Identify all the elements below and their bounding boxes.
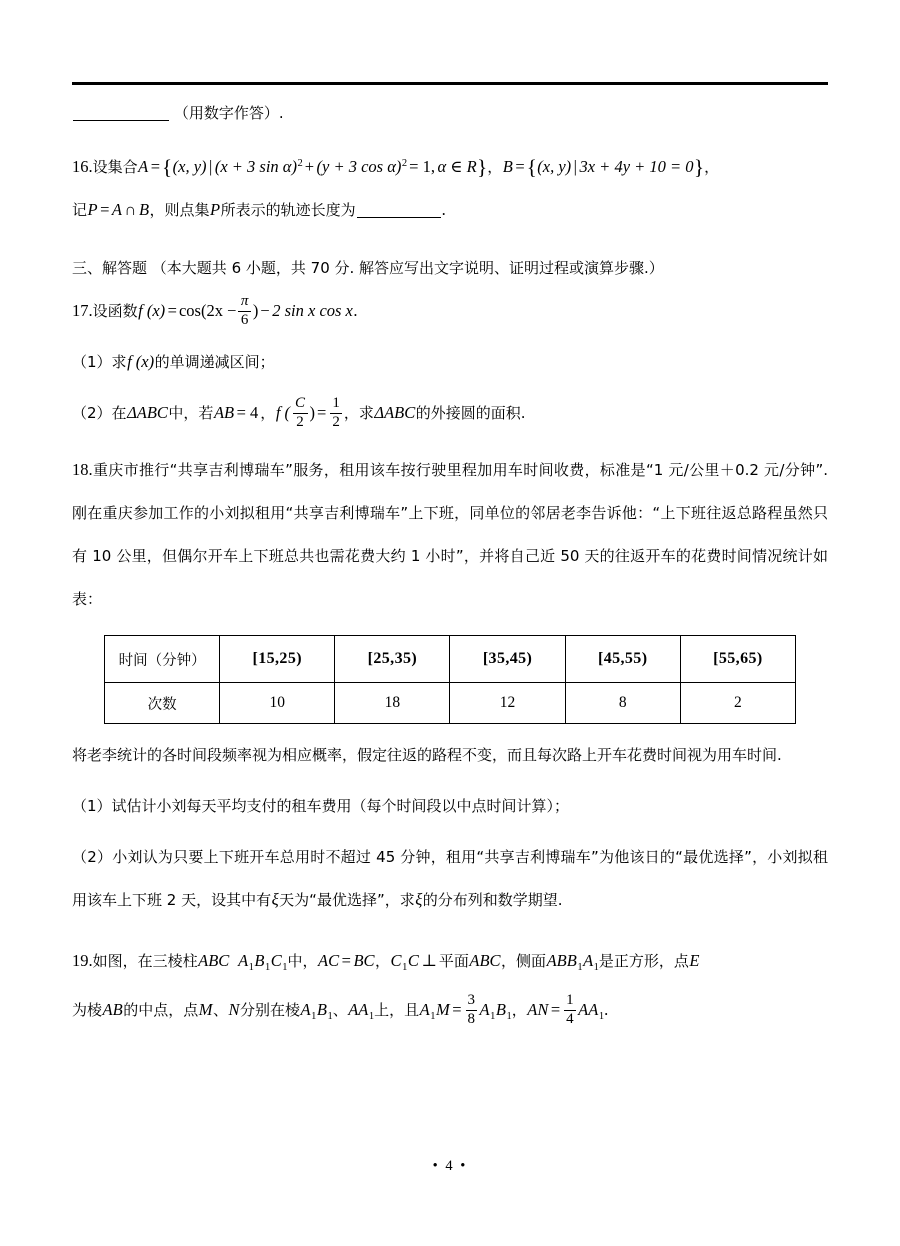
q16-eq-b: =: [515, 157, 525, 177]
q17-p2-ab: AB: [213, 403, 235, 423]
question-18-part-2: [72, 836, 828, 922]
q19-rel2-lhs: AN: [527, 1000, 549, 1020]
page-content: [72, 92, 828, 1238]
q16-brace-close: }: [477, 155, 488, 180]
q17-p2-arg-den: 2: [296, 413, 304, 430]
table-row: [105, 683, 796, 724]
q18-p1-text: 试估计小刘每天平均支付的租车费用（每个时间段以中点时间计算）；: [111, 797, 570, 816]
table-count-1: 10: [220, 683, 335, 724]
q19-face-b-sub: 1: [577, 962, 583, 974]
q19-prism-2-c: C: [270, 951, 282, 971]
section-3-heading: [72, 246, 828, 290]
q16-l2-prefix: 记: [72, 201, 88, 220]
q16-number: 16.: [72, 157, 93, 177]
q17-p2-text-d: 的外接圆的面积.: [415, 404, 526, 423]
q17-cos-open: cos(2x −: [178, 301, 237, 321]
q16-set-b-name: B: [502, 157, 513, 177]
q16-brace-close-b: }: [694, 155, 705, 180]
q17-p1-fx: f (x): [127, 352, 155, 372]
q17-p2-f-close: ): [309, 403, 316, 423]
q18-body: 重庆市推行“共享吉利博瑞车”服务，租用该车按行驶里程加用车时间收费，标准是“1 元/公里＋0.2 元/分钟”. 刚在重庆参加工作的小刘拟租用“共享吉利博瑞车”上下班，同单位的邻居老李告诉他：“上下班往返总路程虽然只有 10 公里，但偶尔开车上下班总共也需花费大约 1 小时”，并将自己近 50 天的往返开车的花费时间情况统计如表：: [72, 461, 828, 609]
q19-edge1-a-sub: 1: [311, 1011, 317, 1023]
table-bin-4: [45,55): [565, 636, 680, 683]
q19-prism-1: ABC: [198, 951, 230, 971]
q17-p2-comma-2: ，: [343, 404, 359, 423]
q19-point-e: E: [689, 951, 700, 971]
q17-p2-ab-eq: = 4: [236, 403, 259, 423]
q18-p2-text-a: 小刘认为只要上下班开车总用时不超过 45 分钟，租用“共享吉利博瑞车”为他该日的“最优选择”，小刘拟租用该车上下班 2 天，设其中有: [72, 848, 828, 910]
q19-rel1-lhs-a: A: [419, 1000, 430, 1020]
q18-p2-text-c: 的分布列和数学期望.: [422, 891, 563, 910]
q17-p2-res-eq: =: [317, 403, 327, 423]
q17-fx: f (x): [138, 301, 166, 321]
table-count-4: 8: [565, 683, 680, 724]
q17-p2-res-den: 2: [332, 413, 340, 430]
answer-blank-q16[interactable]: [357, 217, 441, 218]
q19-edge1-b: B: [316, 1000, 327, 1020]
question-19-line-2: [72, 989, 828, 1038]
q16-eq: =: [150, 157, 161, 177]
q19-edge1-a: A: [300, 1000, 311, 1020]
question-15-tail: [72, 92, 828, 135]
q17-p2-c-over-2: [291, 396, 310, 430]
q16-comma: ，: [487, 158, 503, 177]
table-count-2: 18: [335, 683, 450, 724]
q19-rel1-rhs-a-sub: 1: [490, 1011, 496, 1023]
spacer: [72, 232, 828, 246]
frequency-table: [104, 635, 796, 724]
spacer: [72, 135, 828, 143]
q19-rel1-rhs-a: A: [479, 1000, 490, 1020]
q16-alpha-in-r: α ∈ R: [437, 157, 477, 177]
q16-l2-a: A: [111, 200, 123, 220]
question-19-figure-space: [72, 1038, 828, 1238]
question-17-part-2: [72, 392, 828, 435]
table-row-header-count: 次数: [105, 683, 220, 724]
q17-minus: −: [260, 301, 270, 321]
q16-plus: +: [304, 157, 315, 177]
q17-p2-tri2: ΔABC: [374, 403, 416, 423]
q19-face-c-sub: 1: [593, 962, 599, 974]
q17-p2-f-open: f (: [275, 403, 291, 423]
q19-rel2-rhs-sub: 1: [598, 1011, 605, 1023]
q16-brace-open-b: {: [526, 155, 537, 180]
q19-frac-3-8: [464, 993, 480, 1027]
q17-p1-text-a: 求: [111, 353, 127, 372]
q19-l2-c: 分别在棱: [239, 1001, 300, 1020]
table-bin-5: [55,65): [680, 636, 795, 683]
q19-l2-a: 为棱: [72, 1001, 103, 1020]
q17-pi-over-6: [236, 294, 253, 328]
q16-equals-one: = 1,: [409, 157, 435, 177]
q19-period: .: [604, 1000, 609, 1020]
q19-ab: AB: [102, 1000, 123, 1020]
q19-face-c: A: [583, 951, 594, 971]
q17-p2-text-a: 在: [111, 404, 127, 423]
question-19-line-1: [72, 940, 828, 989]
spacer: [72, 384, 828, 392]
q17-p2-arg-num: C: [295, 395, 306, 412]
q19-rel1-rhs-b-sub: 1: [506, 1011, 512, 1023]
q16-term1: (x + 3 sin α): [214, 157, 297, 177]
q17-p2-label: （2）: [72, 404, 112, 423]
question-16-line-2: [72, 189, 828, 232]
page-footer: [0, 1158, 900, 1175]
q17-p2-tri1: ΔABC: [127, 403, 168, 423]
q17-p2-res-num: 1: [332, 395, 340, 412]
q19-perp: ⊥: [421, 951, 437, 971]
spacer: [72, 333, 828, 341]
q19-point-m: M: [198, 1000, 213, 1020]
q16-l2-b: B: [138, 200, 150, 220]
q19-frac-1-4: [562, 993, 578, 1027]
q17-p1-text-b: 的单调递减区间；: [154, 353, 275, 372]
q17-frac-den: 6: [240, 311, 249, 328]
q17-tail: 2 sin x cos x: [272, 301, 353, 321]
table-bin-3: [35,45): [450, 636, 565, 683]
q16-l2-tail: 所表示的轨迹长度为: [220, 201, 356, 220]
q16-l2-eq: =: [100, 200, 110, 220]
q15-note: （用数字作答）.: [173, 104, 284, 122]
q19-bc: BC: [353, 951, 375, 971]
q18-p2-xi-1: ξ: [271, 890, 279, 910]
q17-number: 17.: [72, 301, 93, 321]
q16-term2-exp: 2: [401, 158, 408, 169]
q17-frac-num: π: [240, 293, 249, 310]
q19-rel1-lhs-a-sub: 1: [430, 1011, 436, 1023]
q19-rel2-eq: =: [550, 1000, 561, 1020]
q17-p2-text-b: 中，若: [168, 404, 214, 423]
q19-is-square: 是正方形，点: [598, 952, 689, 971]
q19-dun: 、: [212, 1001, 228, 1020]
q19-comma-1: ，: [375, 952, 391, 971]
q19-plane: 平面: [438, 952, 469, 971]
q19-rel1-den: 8: [467, 1010, 476, 1027]
q19-rel1-num: 3: [467, 992, 476, 1009]
q19-edge2-a: AA: [348, 1000, 369, 1020]
question-18-stem: [72, 449, 828, 621]
frequency-table-wrap: [72, 635, 828, 724]
q16-term1-exp: 2: [297, 158, 303, 169]
q19-lead: 如图，在三棱柱: [92, 952, 198, 971]
q19-rel2-den: 4: [566, 1010, 574, 1027]
q19-l2-d: 、: [332, 1001, 348, 1020]
q16-term2: (y + 3 cos α): [316, 157, 402, 177]
q18-number: 18.: [72, 460, 93, 480]
page-number: • 4 •: [432, 1158, 468, 1174]
q16-lead: 设集合: [92, 158, 138, 177]
q16-l2-mid: ，则点集: [149, 201, 210, 220]
q19-l2-e: 上，且: [374, 1001, 420, 1020]
q16-l2-p: P: [87, 200, 98, 220]
section-3-description: （本大题共 6 小题，共 70 分. 解答应写出文字说明、证明过程或演算步骤.）: [151, 259, 664, 278]
q19-face-a: ABB: [546, 951, 577, 971]
q19-abc: ABC: [469, 951, 501, 971]
q17-cos-close: ): [252, 301, 259, 321]
q17-eq: =: [167, 301, 177, 321]
q19-c1c-a: C: [390, 951, 402, 971]
q19-prism-2-b: B: [254, 951, 265, 971]
answer-blank-q15[interactable]: [73, 120, 169, 121]
q18-after-table-text: 将老李统计的各时间段频率视为相应概率，假定往返的路程不变，而且每次路上开车花费时间视为用车时间.: [72, 746, 782, 765]
table-bin-2: [25,35): [335, 636, 450, 683]
q18-p2-label: （2）: [72, 848, 113, 867]
q16-line-b: 3x + 4y + 10 = 0: [579, 157, 694, 177]
q16-pair-a: (x, y): [172, 157, 207, 177]
q19-text-zhong: 中，: [287, 952, 318, 971]
q19-l2-b: 的中点，点: [123, 1001, 199, 1020]
q19-edge2-a-sub: 1: [368, 1011, 375, 1023]
q16-bar-b: |: [573, 157, 577, 177]
q19-rel1-eq: =: [452, 1000, 462, 1020]
q19-eq-1: =: [341, 951, 351, 971]
question-18-part-1: [72, 785, 828, 828]
q17-p2-text-c: 求: [358, 404, 374, 423]
q19-prism-2-a: A: [238, 951, 249, 971]
q16-pair-b: (x, y): [537, 157, 572, 177]
q17-p2-comma-1: ，: [260, 404, 276, 423]
section-3-title: 三、解答题: [72, 259, 148, 278]
q19-rel1-rhs-b: B: [495, 1000, 506, 1020]
spacer: [72, 828, 828, 836]
q17-p2-one-half: [328, 396, 344, 430]
q19-c1c-sub: 1: [402, 962, 408, 974]
q17-period: .: [353, 301, 358, 321]
q19-edge1-b-sub: 1: [327, 1011, 333, 1023]
table-bin-1: [15,25): [220, 636, 335, 683]
q16-brace-open: {: [162, 155, 173, 180]
q19-rel2-rhs: AA: [578, 1000, 599, 1020]
table-count-3: 12: [450, 683, 565, 724]
question-16-line-1: [72, 143, 828, 189]
q19-c1c-b: C: [407, 951, 419, 971]
question-17-part-1: [72, 341, 828, 384]
q19-ac: AC: [318, 951, 340, 971]
q18-p2-text-b: 天为“最优选择”，求: [279, 891, 415, 910]
q16-set-a-name: A: [138, 157, 149, 177]
q19-rel2-num: 1: [566, 992, 574, 1009]
spacer: [72, 777, 828, 785]
q19-comma-2: ，侧面: [501, 952, 547, 971]
page-header-rule: [72, 82, 828, 85]
q19-prism-2-c-sub: 1: [282, 962, 288, 974]
q19-point-n: N: [228, 1000, 240, 1020]
q19-number: 19.: [72, 951, 93, 971]
q18-p1-label: （1）: [72, 797, 112, 816]
table-row-header-time: 时间（分钟）: [105, 636, 220, 683]
q19-comma-3: ，: [511, 1001, 527, 1020]
q16-l2-period: .: [441, 200, 446, 220]
q16-trailing-comma: ，: [704, 158, 720, 177]
question-18-after-table: [72, 734, 828, 777]
q17-p1-label: （1）: [72, 353, 112, 372]
table-count-5: 2: [680, 683, 795, 724]
q19-prism-2-a-sub: 1: [248, 962, 254, 974]
table-row: [105, 636, 796, 683]
q16-l2-p2: P: [210, 200, 221, 220]
q19-prism-2-b-sub: 1: [265, 962, 271, 974]
q17-lead: 设函数: [92, 302, 138, 321]
q19-rel1-lhs-m: M: [435, 1000, 450, 1020]
question-17-stem: [72, 290, 828, 333]
q18-p2-xi-2: ξ: [415, 890, 423, 910]
q16-bar-a: |: [209, 157, 213, 177]
spacer: [72, 922, 828, 940]
q16-l2-cap: ∩: [124, 200, 137, 220]
spacer: [72, 435, 828, 449]
